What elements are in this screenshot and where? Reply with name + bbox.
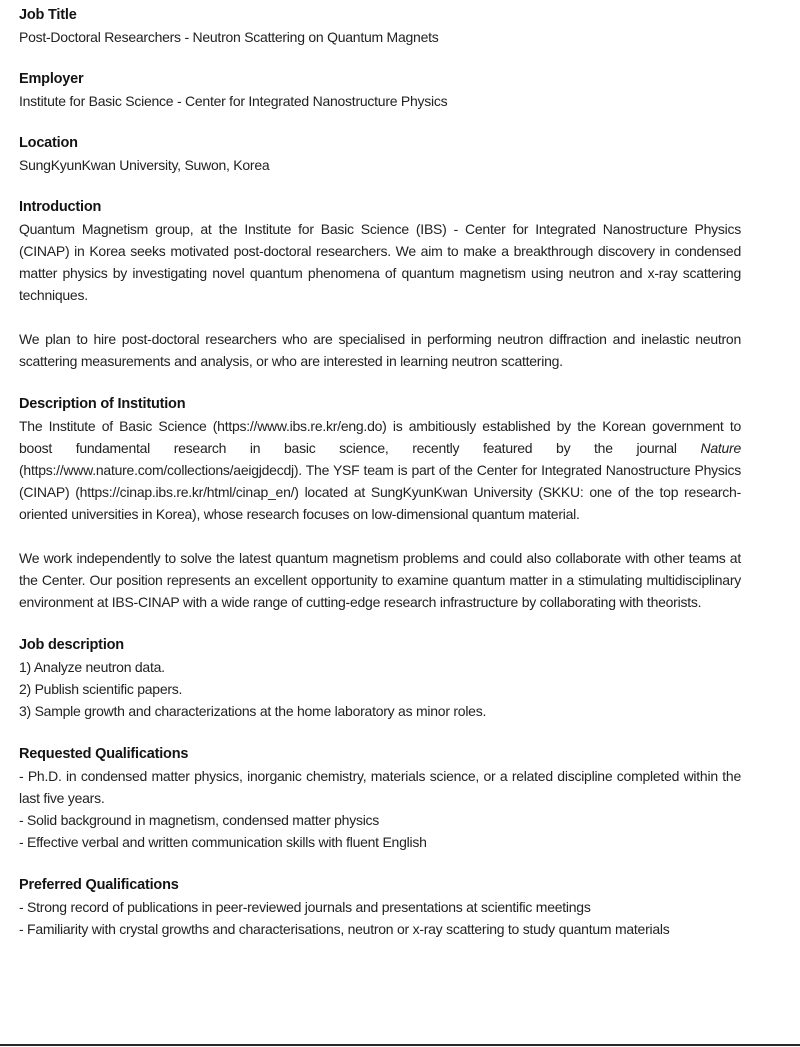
institution-text: The Institute of Basic Science (https://www.ibs.re.kr/eng.do) is ambitiously established by the Korean government to boost fundamental research in basic science, recently featured by the journal [19, 418, 741, 456]
journal-name: Nature [700, 440, 741, 456]
requested-qualifications-heading: Requested Qualifications [19, 746, 189, 762]
preferred-qualification-item: - Strong record of publications in peer-reviewed journals and presentations at scientific meetings [19, 899, 591, 915]
location-heading: Location [19, 135, 78, 151]
job-description-item: 2) Publish scientific papers. [19, 681, 183, 697]
section-introduction [19, 196, 741, 372]
introduction-paragraph: We plan to hire post-doctoral researchers who are specialised in performing neutron diffraction and inelastic neutron scattering measurements and analysis, or who are interested in learning neutron scattering. [19, 331, 741, 369]
preferred-qualifications-heading: Preferred Qualifications [19, 877, 179, 893]
section-job-description [19, 634, 741, 722]
location-value: SungKyunKwan University, Suwon, Korea [19, 157, 270, 173]
requested-qualification-item: - Ph.D. in condensed matter physics, inorganic chemistry, materials science, or a related discipline completed within the last five years. [19, 768, 741, 806]
introduction-heading: Introduction [19, 199, 102, 215]
institution-paragraph [19, 415, 741, 525]
requested-qualification-item: - Solid background in magnetism, condensed matter physics [19, 812, 380, 828]
job-posting-document [19, 4, 741, 961]
job-description-item: 3) Sample growth and characterizations at the home laboratory as minor roles. [19, 703, 487, 719]
section-preferred-qualifications [19, 874, 741, 940]
job-title-heading: Job Title [19, 7, 77, 23]
introduction-paragraph: Quantum Magnetism group, at the Institute for Basic Science (IBS) - Center for Integrated Nanostructure Physics (CINAP) in Korea seeks motivated post-doctoral researchers. We aim to make a breakthrough discovery in condensed matter physics by investigating novel quantum phenomena of quantum magnetism using neutron and x-ray scattering techniques. [19, 221, 741, 303]
section-job-title [19, 4, 741, 48]
institution-text: (https://www.nature.com/collections/aeigjdecdj). The YSF team is part of the Center for Integrated Nanostructure Physics (CINAP) (https://cinap.ibs.re.kr/html/cinap_en/) located at SungKyunKwan University (SKKU: one of the top research-oriented universities in Korea), whose research focuses on low-dimensional quantum material. [19, 462, 741, 522]
requested-qualification-item: - Effective verbal and written communication skills with fluent English [19, 834, 427, 850]
institution-paragraph: We work independently to solve the latest quantum magnetism problems and could also collaborate with other teams at the Center. Our position represents an excellent opportunity to examine quantum matter in a stimulating multidisciplinary environment at IBS-CINAP with a wide range of cutting-edge research infrastructure by collaborating with theorists. [19, 550, 741, 610]
section-employer [19, 68, 741, 112]
bottom-divider [0, 1044, 800, 1046]
preferred-qualification-item: - Familiarity with crystal growths and characterisations, neutron or x-ray scattering to study quantum materials [19, 921, 670, 937]
section-location [19, 132, 741, 176]
institution-heading: Description of Institution [19, 396, 186, 412]
employer-heading: Employer [19, 71, 84, 87]
job-title-value: Post-Doctoral Researchers - Neutron Scattering on Quantum Magnets [19, 29, 439, 45]
job-description-item: 1) Analyze neutron data. [19, 659, 165, 675]
employer-value: Institute for Basic Science - Center for Integrated Nanostructure Physics [19, 93, 448, 109]
section-institution [19, 393, 741, 613]
job-description-heading: Job description [19, 637, 124, 653]
section-requested-qualifications [19, 743, 741, 853]
